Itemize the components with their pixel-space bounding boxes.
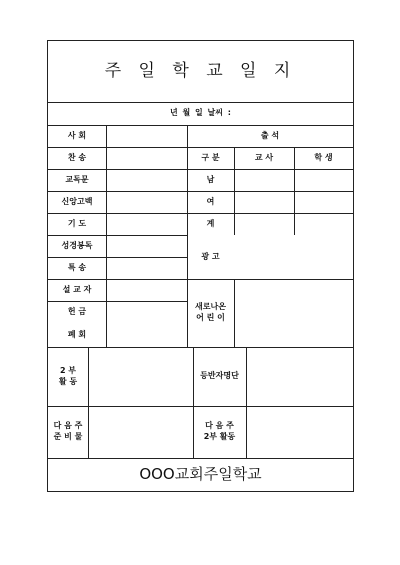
label-teukson: 특 송 xyxy=(67,262,87,272)
label-haksaeng: 학 생 xyxy=(314,152,333,162)
label-pyehoe: 폐 회 xyxy=(67,330,87,340)
label-chulseok: 출 석 xyxy=(260,130,280,140)
church-school-name: OOO교회주일학교 xyxy=(139,465,262,484)
label-new-children: 새로나온 어 린 이 xyxy=(195,302,226,322)
label-sahoe: 사 회 xyxy=(67,130,87,140)
rule xyxy=(106,125,107,347)
label-climber-list: 등반자명단 xyxy=(200,371,239,381)
sunday-school-journal-form xyxy=(47,40,354,492)
label-sinang: 신앙고백 xyxy=(61,196,93,206)
form-title: 주 일 학 교 일 지 xyxy=(104,61,297,82)
label-yeo: 여 xyxy=(206,196,215,206)
label-gubun: 구 분 xyxy=(201,152,220,162)
date-weather-line: 년 월 일 날씨 : xyxy=(170,108,231,118)
label-chanson: 찬 송 xyxy=(67,152,87,162)
rule xyxy=(88,347,89,458)
rule xyxy=(234,279,235,347)
label-heongeum: 헌 금 xyxy=(67,307,87,317)
label-gye: 계 xyxy=(206,218,215,228)
rule xyxy=(246,347,247,458)
label-gyosa: 교 사 xyxy=(254,152,274,162)
label-seolgyoja: 설 교 자 xyxy=(62,284,92,294)
label-gido: 기 도 xyxy=(67,218,87,228)
label-gwanggo: 광 고 xyxy=(201,251,220,261)
label-2bu-activity: 2 부 활 동 xyxy=(58,365,78,386)
label-seonggyeong: 성경봉독 xyxy=(61,240,93,250)
label-next-week-2bu: 다 음 주 2부 활동 xyxy=(203,421,236,441)
label-gyodokmun: 교독문 xyxy=(65,174,89,184)
label-next-week-supplies: 다 음 주 준 비 물 xyxy=(53,421,83,441)
label-nam: 남 xyxy=(206,174,215,184)
